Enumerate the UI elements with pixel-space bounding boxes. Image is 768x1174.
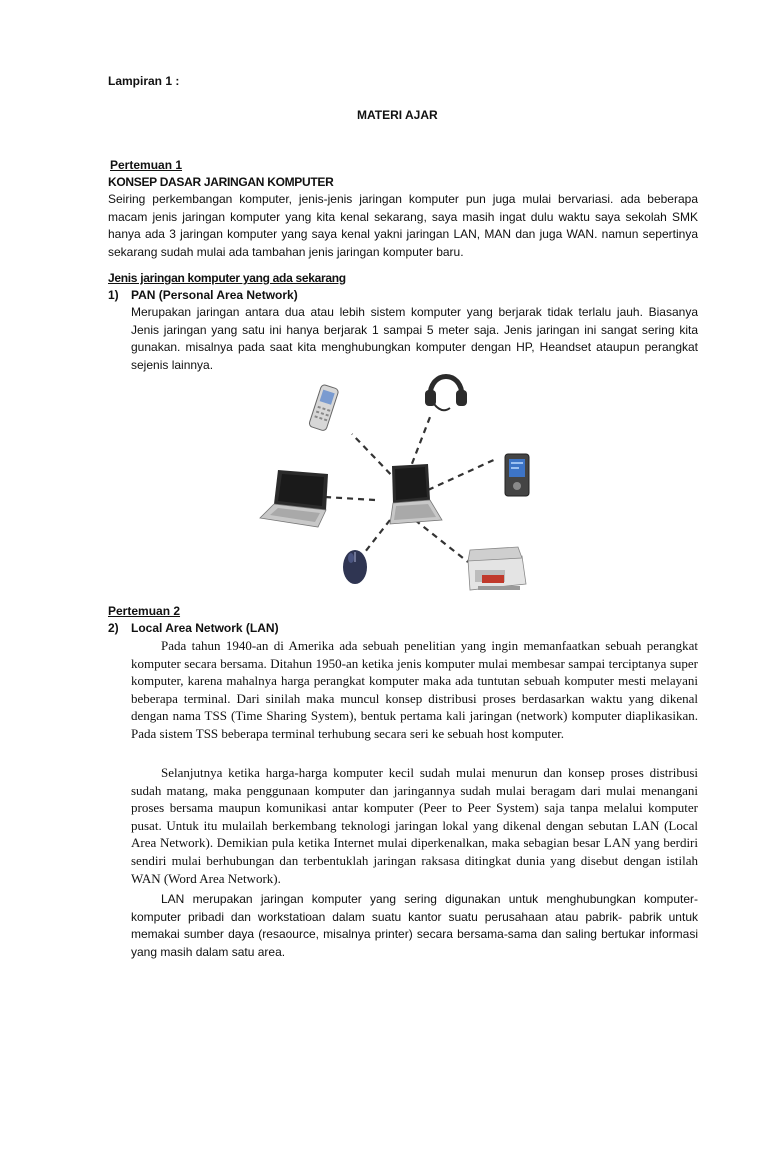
lan-paragraph-1-text: Pada tahun 1940-an di Amerika ada sebuah penelitian yang ingin memanfaatkan sebuah perangkat komputer secara bersama. Ditahun 1950-an ketika jenis komputer mulai membesar sampai terciptanya super komputer, karena mahalnya harga perangkat komputer maka ada tuntutan sebuah komputer mesti melayani beberapa terminal. Dari sinilah maka muncul konsep distribusi proses berdasarkan waktu yang dikenal dengan nama TSS (Time Sharing System), bentuk pertama kali jaringan (network) komputer diaplikasikan. Pada sistem TSS beberapa terminal terhubung secara seri ke sebuah host komputer.: [131, 638, 698, 741]
meeting-1-label: Pertemuan 1: [110, 158, 183, 172]
lan-number: 2): [108, 621, 119, 635]
page-title: MATERI AJAR: [357, 108, 438, 122]
pda-icon: [505, 454, 529, 496]
pan-number: 1): [108, 288, 119, 302]
lan-paragraph-3: [131, 891, 698, 961]
pan-network-illustration: [230, 362, 550, 602]
pan-paragraph: Merupakan jaringan antara dua atau lebih sistem komputer yang berjarak tidak terlalu jauh. Biasanya Jenis jaringan yang satu ini hanya berjarak 1 sampai 5 meter saja. Jenis jaringan ini sangat sering kita gunakan. misalnya pada saat kita menghubungkan komputer dengan HP, Heandset ataupun perangkat sejenis lainnya.: [131, 305, 698, 372]
mouse-icon: [343, 550, 367, 584]
section-heading-network-concepts: KONSEP DASAR JARINGAN KOMPUTER: [108, 175, 334, 189]
lan-paragraph-2: [131, 764, 698, 887]
mobile-phone-icon: [308, 384, 339, 431]
printer-icon: [468, 547, 526, 590]
attachment-label: Lampiran 1 :: [108, 74, 180, 88]
network-types-heading: Jenis jaringan komputer yang ada sekarang: [108, 271, 346, 285]
pan-title: PAN (Personal Area Network): [131, 288, 298, 302]
lan-paragraph-2-text: Selanjutnya ketika harga-harga komputer kecil sudah mulai menurun dan konsep proses distribusi sudah matang, maka penggunaan komputer dan jaringannya sudah mulai beragam dari mulai menangani proses bersama maupun komunikasi antar komputer (Peer to Peer System) saja tanpa melalui komputer pusat. Untuk itu mulailah berkembang teknologi jaringan lokal yang dikenal dengan sebutan LAN (Local Area Network). Demikian pula ketika Internet mulai diperkenalkan, maka sebagian besar LAN yang berdiri sendiri mulai berhubungan dan terbentuklah jaringan raksasa ditingkat dunia yang disebut dengan istilah WAN (Word Area Network).: [131, 765, 698, 886]
laptop-center-icon: [390, 464, 442, 524]
laptop-left-icon: [260, 470, 328, 527]
intro-paragraph: Seiring perkembangan komputer, jenis-jenis jaringan komputer pun juga mulai bervariasi. ada beberapa macam jenis jaringan komputer yang kita kenal sekarang, saya masih ingat dulu waktu saya sekolah SMK hanya ada 3 jaringan komputer yang saya kenal yakni jaringan LAN, MAN dan juga WAN. namun sepertinya sekarang sudah mulai ada tambahan jenis jaringan komputer baru.: [108, 192, 698, 259]
headset-icon: [425, 377, 467, 411]
lan-title: Local Area Network (LAN): [131, 621, 279, 635]
meeting-2-label: Pertemuan 2: [108, 604, 181, 618]
lan-paragraph-3-text: LAN merupakan jaringan komputer yang sering digunakan untuk menghubungkan komputer-komputer pribadi dan workstatioan dalam suatu kantor suatu perusahaan atau pabrik- pabrik untuk memakai sumber daya (resaource, misalnya printer) secara bersama-sama dan saling bertukar informasi yang masih dalam satu area.: [131, 892, 698, 959]
lan-paragraph-1: [131, 637, 698, 743]
